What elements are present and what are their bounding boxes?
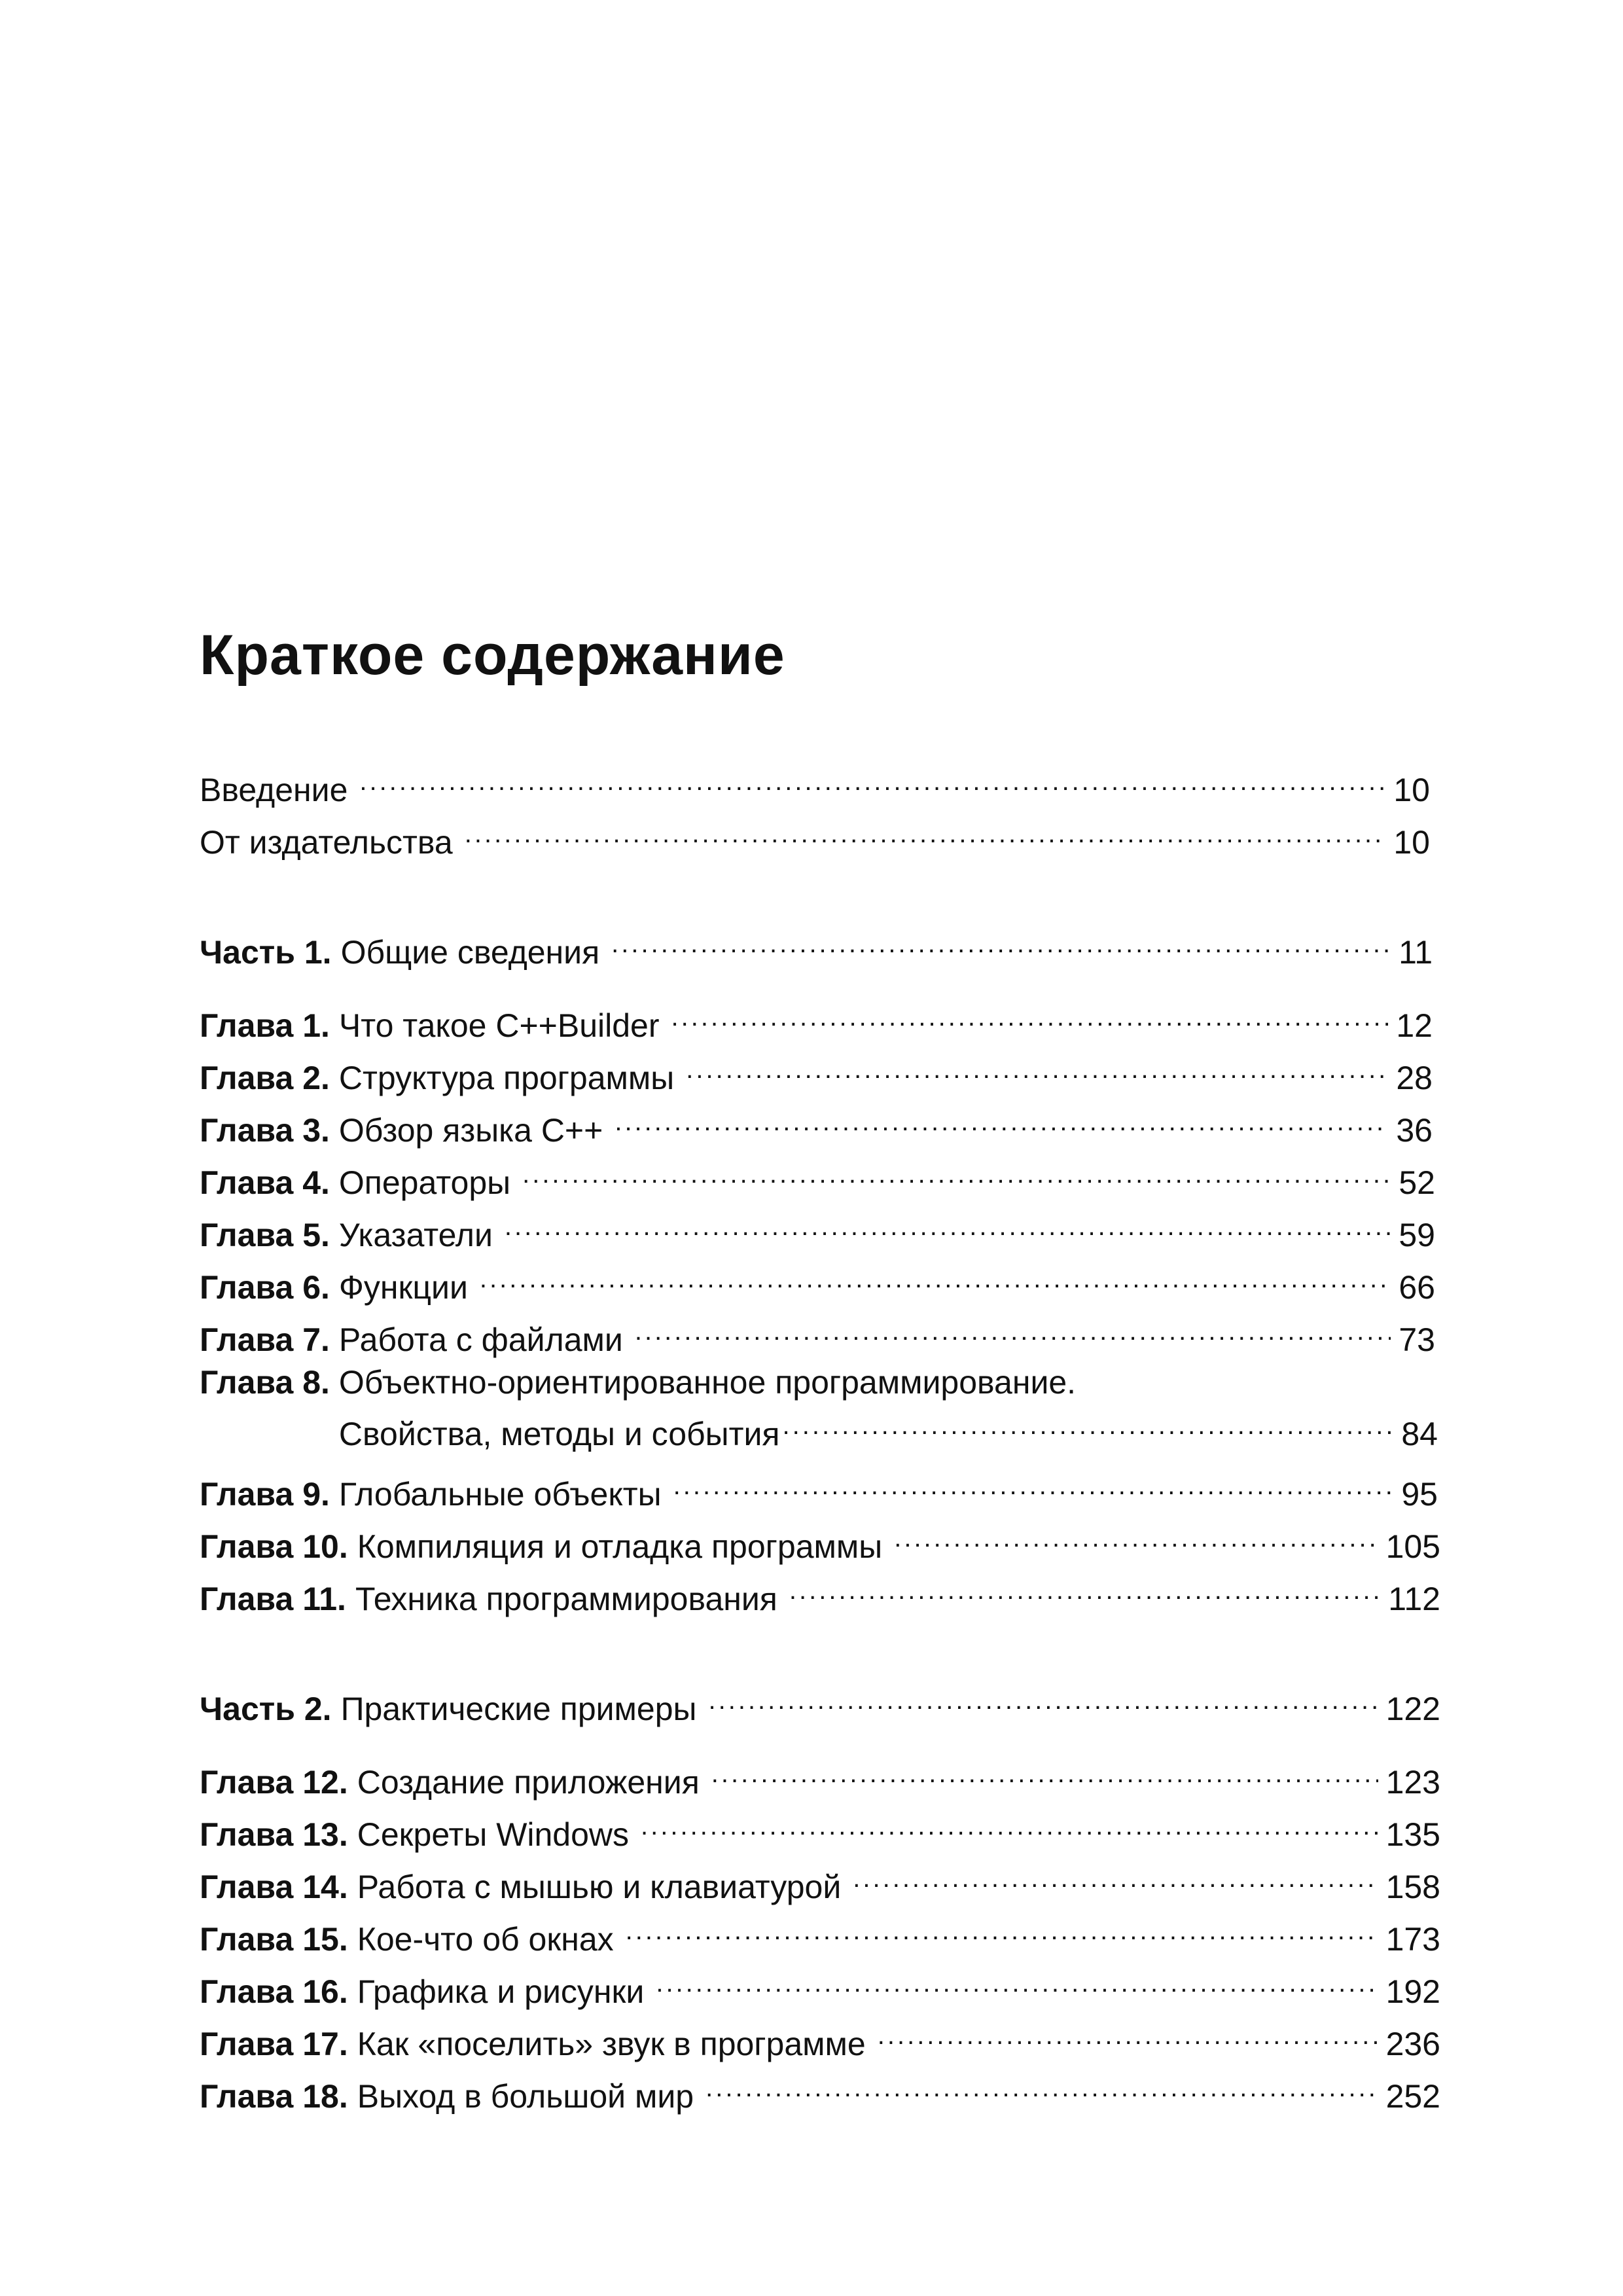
- dot-leader: [783, 1403, 1394, 1445]
- toc-page-number: 12: [1396, 1007, 1433, 1044]
- toc-entry-label: Глава 8.: [200, 1364, 330, 1401]
- toc-entry-chapter-16[interactable]: [200, 1961, 1440, 2010]
- dot-leader: [626, 1909, 1378, 1950]
- toc-entry-label: Глава 9.: [200, 1476, 330, 1513]
- toc-entry-from-publisher[interactable]: [200, 812, 1430, 861]
- page-title: Краткое содержание: [200, 624, 785, 687]
- toc-entry-label: Часть 1.: [200, 934, 332, 971]
- toc-page-number: 122: [1385, 1691, 1440, 1727]
- toc-page-number: 105: [1385, 1528, 1440, 1565]
- toc-entry-chapter-13[interactable]: [200, 1804, 1440, 1853]
- dot-leader: [641, 1804, 1378, 1846]
- toc-entry-text: Общие сведения: [340, 934, 600, 971]
- toc-page-number: 52: [1399, 1164, 1435, 1201]
- toc-entry-chapter-9[interactable]: [200, 1463, 1438, 1513]
- toc-entry-text: Работа с мышью и клавиатурой: [357, 1869, 842, 1905]
- dot-leader: [711, 1751, 1378, 1793]
- dot-leader: [359, 759, 1385, 801]
- toc-entry-chapter-1[interactable]: [200, 995, 1433, 1044]
- toc-page-number: 192: [1385, 1973, 1440, 2010]
- dot-leader: [708, 1678, 1378, 1720]
- toc-entry-label: Глава 15.: [200, 1921, 348, 1958]
- dot-leader: [611, 922, 1391, 963]
- toc-entry-text: Секреты Windows: [357, 1816, 630, 1853]
- toc-entry-text-continued: Свойства, методы и события: [338, 1416, 780, 1452]
- dot-leader: [615, 1100, 1388, 1141]
- toc-entry-label: Глава 11.: [200, 1581, 346, 1617]
- toc-entry-text: Техника программирования: [355, 1581, 777, 1617]
- toc-page-number: 173: [1385, 1921, 1440, 1958]
- dot-leader: [789, 1568, 1380, 1610]
- dot-leader: [522, 1152, 1391, 1194]
- dot-leader: [635, 1309, 1391, 1351]
- dot-leader: [705, 2066, 1378, 2108]
- toc-entry-text: Практические примеры: [340, 1691, 697, 1727]
- toc-page-number: 112: [1388, 1581, 1440, 1617]
- toc-entry-label: Глава 3.: [200, 1112, 330, 1149]
- toc-entry-label: Глава 5.: [200, 1217, 330, 1253]
- toc-entry-label: Глава 10.: [200, 1528, 348, 1565]
- dot-leader: [480, 1257, 1391, 1299]
- toc-entry-text: Обзор языка C++: [338, 1112, 603, 1149]
- toc-page-number: 10: [1393, 824, 1430, 861]
- toc-entry-text: Функции: [338, 1269, 468, 1306]
- toc-entry-label: Глава 6.: [200, 1269, 330, 1306]
- toc-page-number: 158: [1385, 1869, 1440, 1905]
- toc-entry-chapter-2[interactable]: [200, 1047, 1433, 1096]
- toc-entry-text: Что такое C++Builder: [338, 1007, 660, 1044]
- toc-entry-text: От издательства: [200, 824, 453, 861]
- toc-entry-label: Глава 1.: [200, 1007, 330, 1044]
- toc-entry-introduction[interactable]: [200, 759, 1430, 808]
- toc-entry-text: Структура программы: [338, 1060, 675, 1096]
- toc-entry-chapter-3[interactable]: [200, 1100, 1433, 1149]
- toc-entry-chapter-15[interactable]: [200, 1909, 1440, 1958]
- toc-entry-chapter-12[interactable]: [200, 1751, 1440, 1801]
- toc-page-number: 66: [1399, 1269, 1435, 1306]
- toc-entry-lines: [339, 1361, 1438, 1455]
- toc-entry-chapter-18[interactable]: [200, 2066, 1440, 2115]
- toc-entry-text: Компиляция и отладка программы: [357, 1528, 883, 1565]
- toc-entry-text: Кое-что об окнах: [357, 1921, 614, 1958]
- toc-entry-chapter-10[interactable]: [200, 1516, 1440, 1565]
- toc-entry-text: Создание приложения: [357, 1764, 700, 1801]
- toc-entry-chapter-8[interactable]: [200, 1361, 1438, 1453]
- toc-entry-text: Операторы: [338, 1164, 511, 1201]
- toc-entry-text: Графика и рисунки: [357, 1973, 645, 2010]
- toc-page-number: 59: [1399, 1217, 1435, 1253]
- toc-entry-label: Глава 17.: [200, 2026, 348, 2062]
- toc-entry-label: Глава 14.: [200, 1869, 348, 1905]
- dot-leader: [671, 995, 1389, 1037]
- toc-page-number: 84: [1401, 1416, 1438, 1452]
- toc-page-number: 73: [1399, 1321, 1435, 1358]
- toc-entry-label: Глава 4.: [200, 1164, 330, 1201]
- toc-entry-label: Часть 2.: [200, 1691, 332, 1727]
- toc-page-number: 135: [1385, 1816, 1440, 1853]
- toc-entry-text: Объектно-ориентированное программирование.: [338, 1364, 1077, 1401]
- toc-entry-label: Глава 16.: [200, 1973, 348, 2010]
- toc-entry-text: Выход в большой мир: [357, 2078, 694, 2115]
- dot-leader: [894, 1516, 1378, 1558]
- toc-entry-part-2[interactable]: [200, 1678, 1440, 1727]
- dot-leader: [656, 1961, 1378, 2003]
- toc-entry-label: Глава 7.: [200, 1321, 330, 1358]
- toc-page-number: 236: [1385, 2026, 1440, 2062]
- dot-leader: [853, 1856, 1378, 1898]
- toc-page-number: 252: [1385, 2078, 1440, 2115]
- toc-page-number: 11: [1399, 934, 1433, 971]
- dot-leader: [505, 1204, 1391, 1246]
- toc-page-number: 95: [1401, 1476, 1438, 1513]
- toc-entry-chapter-4[interactable]: [200, 1152, 1435, 1201]
- toc-entry-label: Глава 12.: [200, 1764, 348, 1801]
- toc-entry-label: Глава 18.: [200, 2078, 348, 2115]
- dot-leader: [686, 1047, 1388, 1089]
- toc-entry-continuation: [339, 1403, 1438, 1455]
- toc-entry-text: Указатели: [338, 1217, 493, 1253]
- toc-entry-chapter-11[interactable]: [200, 1568, 1440, 1617]
- toc-page-number: 28: [1396, 1060, 1433, 1096]
- toc-entry-chapter-6[interactable]: [200, 1257, 1435, 1306]
- toc-entry-text: Работа с файлами: [338, 1321, 623, 1358]
- toc-page-number: 10: [1393, 772, 1430, 808]
- toc-entry-chapter-7[interactable]: [200, 1309, 1435, 1358]
- toc-entry-chapter-17[interactable]: [200, 2013, 1440, 2062]
- toc-entry-text: Введение: [200, 772, 348, 808]
- toc-entry-text: Глобальные объекты: [338, 1476, 662, 1513]
- toc-entry-label: Глава 2.: [200, 1060, 330, 1096]
- toc-entry-chapter-14[interactable]: [200, 1856, 1440, 1905]
- toc-entry-chapter-5[interactable]: [200, 1204, 1435, 1253]
- toc-entry-part-1[interactable]: [200, 922, 1433, 971]
- dot-leader: [673, 1463, 1394, 1505]
- toc-page-number: 123: [1385, 1764, 1440, 1801]
- toc-entry-label: Глава 13.: [200, 1816, 348, 1853]
- toc-page-number: 36: [1396, 1112, 1433, 1149]
- dot-leader: [465, 812, 1386, 853]
- toc-entry-text: Как «поселить» звук в программе: [357, 2026, 866, 2062]
- dot-leader: [878, 2013, 1378, 2055]
